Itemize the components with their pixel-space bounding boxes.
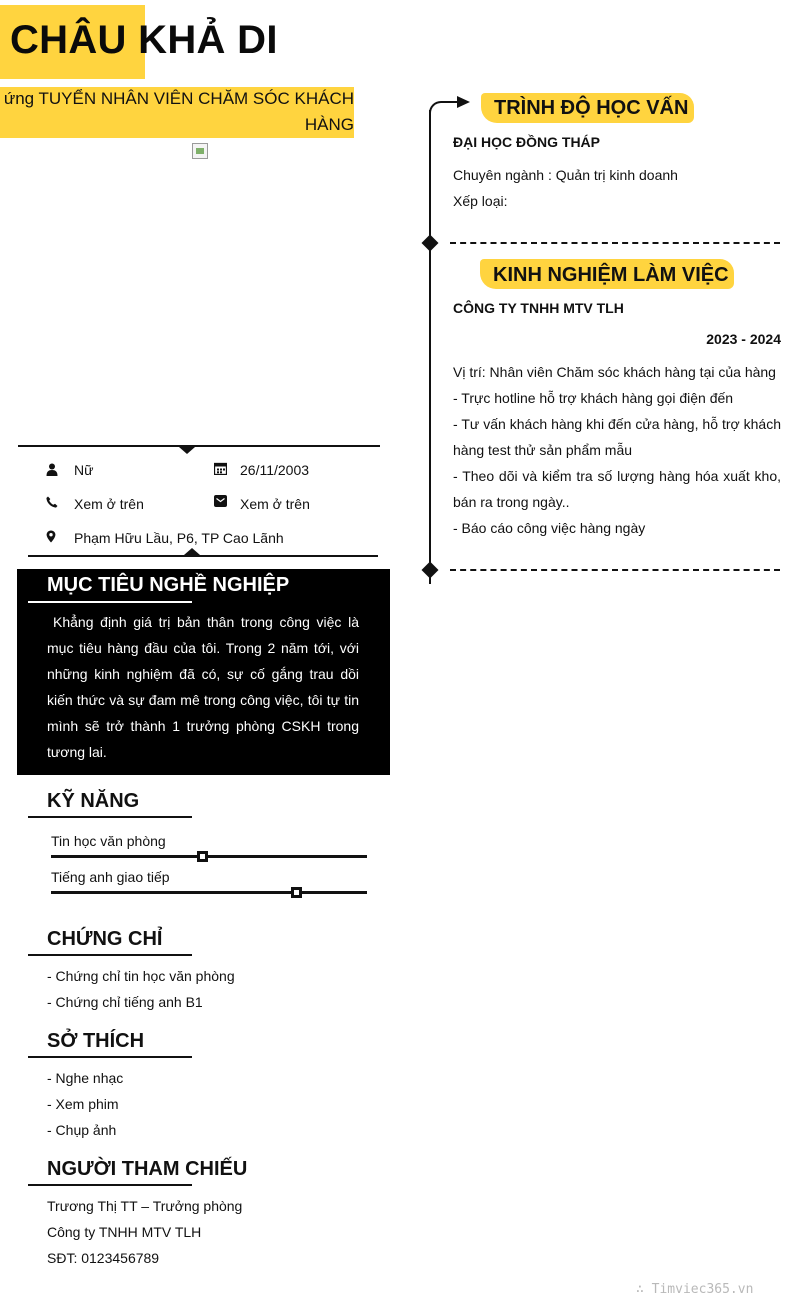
experience-detail: Vị trí: Nhân viên Chăm sóc khách hàng tại của hàng [453, 364, 776, 380]
hobbies-underline [28, 1056, 192, 1058]
profile-photo-broken-icon [192, 143, 208, 159]
hobby-item: - Nghe nhạc [47, 1070, 124, 1086]
skill-level-knob [291, 887, 302, 898]
skill-level-knob [197, 851, 208, 862]
skill-label: Tin học văn phòng [51, 833, 166, 849]
info-top-divider [18, 445, 380, 447]
email-value: Xem ở trên [240, 496, 310, 512]
birthday-value: 26/11/2003 [240, 462, 310, 478]
experience-period: 2023 - 2024 [706, 331, 781, 347]
candidate-name: CHÂU KHẢ DI [10, 18, 278, 62]
education-rank: Xếp loại: [453, 193, 508, 209]
user-icon [45, 462, 59, 476]
applied-position: ứng TUYỂN NHÂN VIÊN CHĂM SÓC KHÁCH HÀNG [3, 89, 354, 134]
phone-value: Xem ở trên [74, 496, 144, 512]
info-bottom-divider [28, 555, 378, 557]
experience-detail: - Theo dõi và kiểm tra số lượng hàng hóa xuất kho, bán ra trong ngày.. [453, 468, 781, 510]
experience-detail: - Báo cáo công việc hàng ngày [453, 520, 646, 536]
career-goal-text: Khẳng định giá trị bản thân trong công việc là mục tiêu hàng đầu của tôi. Trong 2 năm tới, với những kinh nghiệm đã có, sự cố gắng trau dồi kiến thức và sự đam mê trong công việc, tôi tự tin mình sẽ trở thành 1 trưởng phòng CSKH trong tương lai. [47, 614, 359, 760]
certificates-underline [28, 954, 192, 956]
hobbies-title: SỞ THÍCH [47, 1030, 145, 1052]
experience-detail: - Tư vấn khách hàng khi đến cửa hàng, hỗ trợ khách hàng test thử sản phẩm mẫu [453, 416, 781, 458]
certificates-title: CHỨNG CHỈ [47, 928, 163, 950]
career-goal-underline [28, 601, 192, 603]
phone-icon [45, 495, 59, 509]
location-pin-icon [44, 529, 58, 543]
reference-item: Công ty TNHH MTV TLH [47, 1224, 202, 1240]
hobby-item: - Chụp ảnh [47, 1122, 117, 1138]
skill-track [51, 855, 367, 858]
career-goal-title: MỤC TIÊU NGHỀ NGHIỆP [47, 574, 290, 596]
skills-underline [28, 816, 192, 818]
section-dashed-divider [450, 242, 780, 244]
info-top-notch [179, 447, 195, 454]
education-major: Chuyên ngành : Quản trị kinh doanh [453, 167, 678, 183]
experience-detail: - Trực hotline hỗ trợ khách hàng gọi điện đến [453, 390, 734, 406]
timeline-diamond-marker [422, 235, 439, 252]
address-value: Phạm Hữu Lầu, P6, TP Cao Lãnh [74, 530, 284, 546]
references-underline [28, 1184, 192, 1186]
gender-value: Nữ [74, 462, 94, 478]
info-bottom-notch [184, 548, 200, 555]
references-title: NGƯỜI THAM CHIẾU [47, 1158, 248, 1180]
timeline-line [429, 110, 431, 584]
footer-brand-watermark: ∴ Timviec365.vn [636, 1282, 754, 1297]
education-school: ĐẠI HỌC ĐỒNG THÁP [453, 134, 600, 150]
reference-item: Trương Thị TT – Trưởng phòng [47, 1198, 243, 1214]
timeline-arrow-icon [457, 96, 470, 108]
section-dashed-divider [450, 569, 780, 571]
calendar-icon [213, 461, 227, 475]
certificate-item: - Chứng chỉ tiếng anh B1 [47, 994, 203, 1010]
experience-title: KINH NGHIỆM LÀM VIỆC [493, 264, 729, 286]
skill-track [51, 891, 367, 894]
certificate-item: - Chứng chỉ tin học văn phòng [47, 968, 235, 984]
experience-company: CÔNG TY TNHH MTV TLH [453, 300, 624, 316]
email-icon [213, 494, 227, 508]
reference-item: SĐT: 0123456789 [47, 1250, 160, 1266]
timeline-diamond-marker [422, 562, 439, 579]
skill-label: Tiếng anh giao tiếp [51, 869, 170, 885]
hobby-item: - Xem phim [47, 1096, 119, 1112]
skills-title: KỸ NĂNG [47, 790, 140, 812]
timeline-curve [429, 101, 457, 123]
education-title: TRÌNH ĐỘ HỌC VẤN [494, 97, 689, 119]
